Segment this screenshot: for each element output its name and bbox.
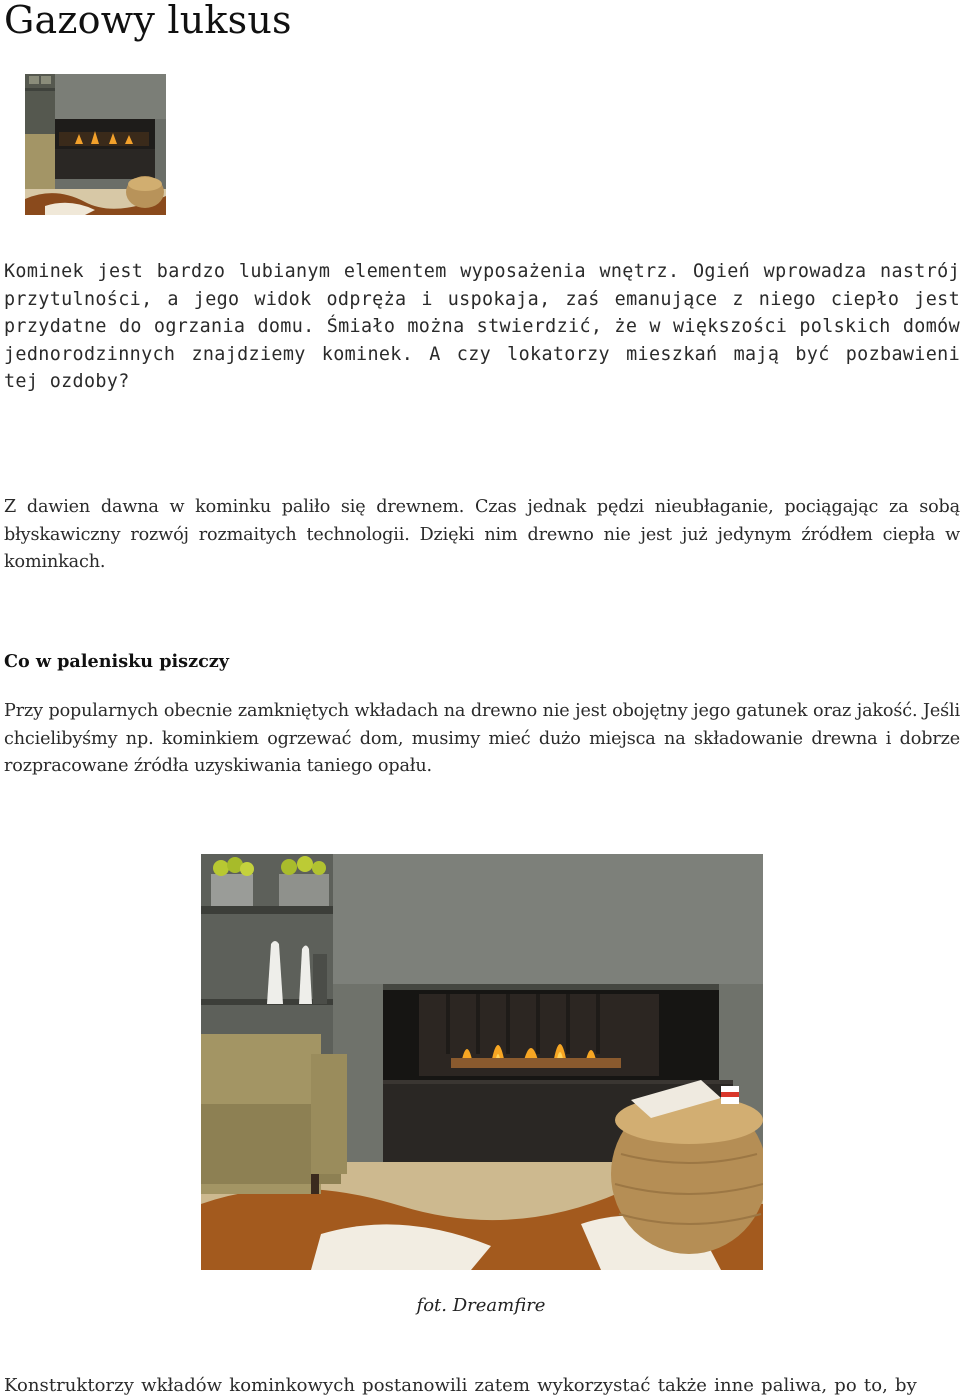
- paragraph-4-start: Konstruktorzy wkładów kominkowych postanowili zatem wykorzystać także inne paliwa, po to, by: [4, 1375, 917, 1396]
- fireplace-photo[interactable]: [201, 854, 763, 1270]
- section-heading: Co w palenisku piszczy: [4, 651, 230, 672]
- intro-paragraph: Kominek jest bardzo lubianym elementem wyposażenia wnętrz. Ogień wprowadza nastrój przytulności, a jego widok odpręża i uspokaja, zaś emanujące z niego ciepło jest przydatne do ogrzania domu. Śmiało można stwierdzić, że w większości polskich domów jednorodzinnych znajdziemy kominek. A czy lokatorzy mieszkań mają być pozbawieni tej ozdoby?: [4, 261, 960, 392]
- paragraph-2: Z dawien dawna w kominku paliło się drewnem. Czas jednak pędzi nieubłaganie, pociągając za sobą błyskawiczny rozwój rozmaitych technologii. Dzięki nim drewno nie jest już jedynym źródłem ciepła w kominkach.: [4, 497, 960, 572]
- article-title: Gazowy luksus: [4, 0, 292, 42]
- fireplace-thumbnail-image[interactable]: [25, 74, 166, 215]
- photo-caption: fot. Dreamfire: [416, 1295, 546, 1316]
- paragraph-3: Przy popularnych obecnie zamkniętych wkładach na drewno nie jest obojętny jego gatunek oraz jakość. Jeśli chcielibyśmy np. kominkiem ogrzewać dom, musimy mieć dużo miejsca na składowanie drewna i dobrze rozpracowane źródła uzyskiwania taniego opału.: [4, 701, 960, 776]
